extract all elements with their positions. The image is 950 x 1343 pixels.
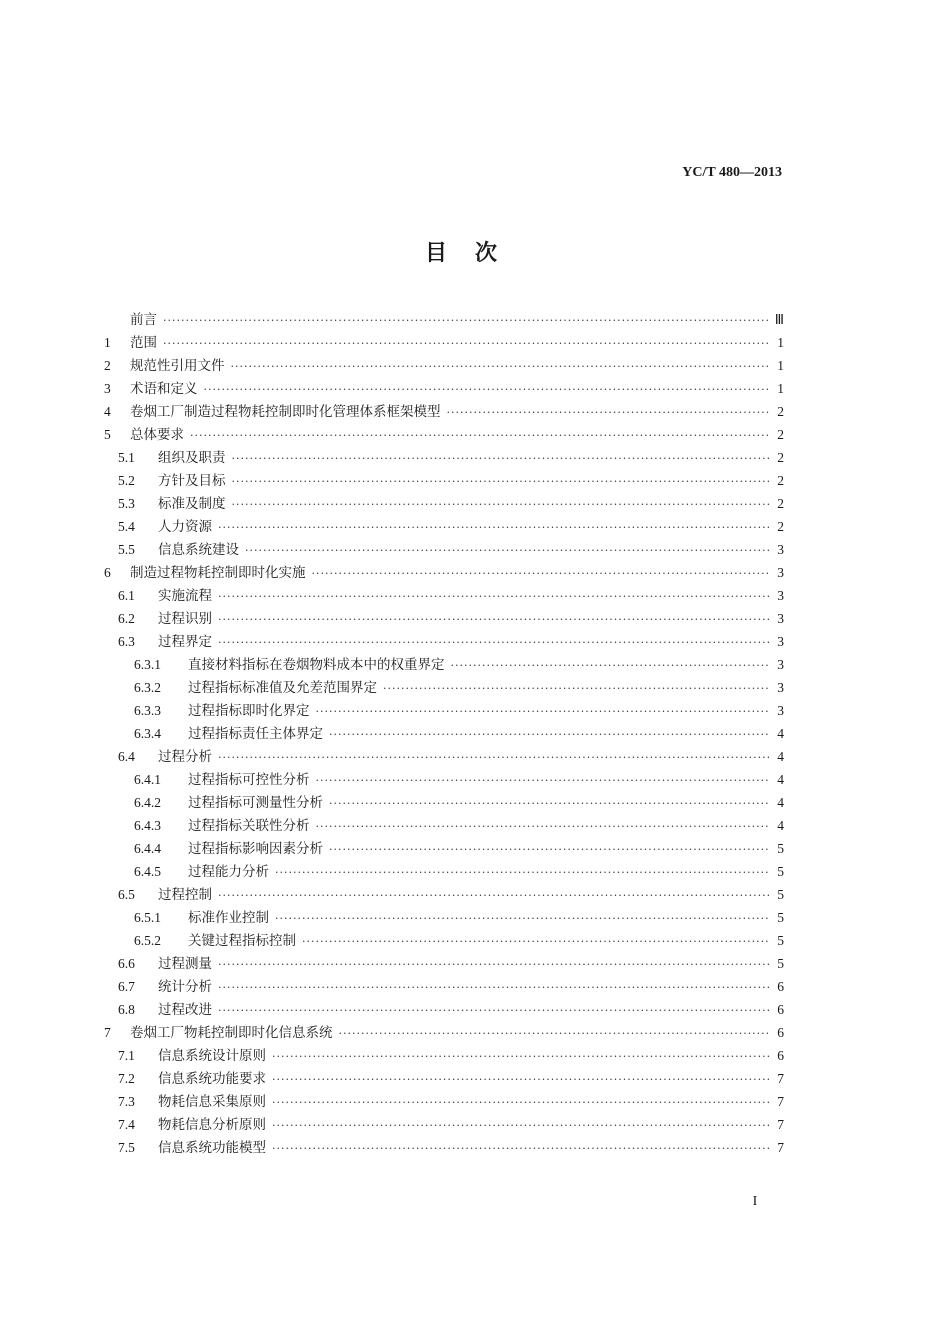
toc-entry-page: 4 bbox=[777, 772, 784, 787]
toc-entry[interactable] bbox=[104, 1136, 784, 1159]
toc-entry-page: 2 bbox=[777, 427, 784, 442]
toc-entry[interactable] bbox=[104, 584, 784, 607]
toc-entry-title: 方针及目标 bbox=[158, 473, 226, 489]
toc-entry[interactable] bbox=[104, 423, 784, 446]
toc-entry-number: 6.1 bbox=[118, 588, 135, 603]
leader-dots bbox=[272, 1050, 770, 1063]
toc-entry-number: 6.5.2 bbox=[134, 933, 161, 948]
toc-entry-title: 组织及职责 bbox=[158, 450, 226, 466]
toc-entry[interactable] bbox=[104, 331, 784, 354]
leader-dots bbox=[329, 728, 770, 741]
leader-dots bbox=[316, 705, 771, 718]
toc-entry-title: 过程界定 bbox=[158, 634, 212, 650]
toc-entry-number: 7.2 bbox=[118, 1071, 135, 1086]
leader-dots bbox=[218, 889, 770, 902]
toc-entry[interactable] bbox=[104, 860, 784, 883]
toc-entry-number: 5 bbox=[104, 427, 111, 442]
leader-dots bbox=[218, 958, 770, 971]
leader-dots bbox=[218, 613, 770, 626]
toc-entry-page: 6 bbox=[777, 1002, 784, 1017]
toc-entry-title: 实施流程 bbox=[158, 588, 212, 604]
toc-entry-number: 5.5 bbox=[118, 542, 135, 557]
leader-dots bbox=[316, 820, 771, 833]
toc-entry-page: 7 bbox=[777, 1094, 784, 1109]
leader-dots bbox=[316, 774, 771, 787]
leader-dots bbox=[329, 797, 770, 810]
toc-entry-title: 前言 bbox=[130, 312, 157, 328]
toc-entry-page: 7 bbox=[777, 1071, 784, 1086]
toc-entry[interactable] bbox=[104, 446, 784, 469]
toc-entry-number: 5.1 bbox=[118, 450, 135, 465]
toc-entry-page: 3 bbox=[777, 703, 784, 718]
toc-entry-number: 6.4.1 bbox=[134, 772, 161, 787]
toc-entry[interactable] bbox=[104, 883, 784, 906]
toc-entry-title: 关键过程指标控制 bbox=[188, 933, 296, 949]
toc-entry-page: 2 bbox=[777, 404, 784, 419]
leader-dots bbox=[329, 843, 770, 856]
leader-dots bbox=[218, 751, 770, 764]
toc-entry-number: 6.3.2 bbox=[134, 680, 161, 695]
toc-entry-title: 过程指标可控性分析 bbox=[188, 772, 310, 788]
toc-entry-page: 5 bbox=[777, 887, 784, 902]
toc-entry-number: 7.5 bbox=[118, 1140, 135, 1155]
toc-entry-number: 3 bbox=[104, 381, 111, 396]
toc-entry-title: 统计分析 bbox=[158, 979, 212, 995]
toc-entry-title: 人力资源 bbox=[158, 519, 212, 535]
toc-entry-number: 6.5 bbox=[118, 887, 135, 902]
toc-entry-title: 过程控制 bbox=[158, 887, 212, 903]
toc-entry-page: 3 bbox=[777, 611, 784, 626]
toc-entry-number: 6.3.1 bbox=[134, 657, 161, 672]
toc-entry-page: 3 bbox=[777, 680, 784, 695]
toc-entry-title: 过程能力分析 bbox=[188, 864, 269, 880]
leader-dots bbox=[272, 1142, 770, 1155]
toc-entry[interactable] bbox=[104, 998, 784, 1021]
leader-dots bbox=[218, 521, 770, 534]
leader-dots bbox=[245, 544, 770, 557]
toc-entry-page: 6 bbox=[777, 979, 784, 994]
leader-dots bbox=[272, 1119, 770, 1132]
toc-entry-title: 信息系统建设 bbox=[158, 542, 239, 558]
toc-entry-title: 过程指标责任主体界定 bbox=[188, 726, 323, 742]
toc-entry-page: 6 bbox=[777, 1025, 784, 1040]
toc-entry-number: 7 bbox=[104, 1025, 111, 1040]
toc-entry-number: 6.4.4 bbox=[134, 841, 161, 856]
toc-entry-page: 7 bbox=[777, 1117, 784, 1132]
leader-dots bbox=[275, 866, 770, 879]
toc-entry[interactable] bbox=[104, 906, 784, 929]
toc-entry-number: 6.3 bbox=[118, 634, 135, 649]
toc-entry-title: 规范性引用文件 bbox=[130, 358, 225, 374]
toc-entry-title: 过程指标影响因素分析 bbox=[188, 841, 323, 857]
toc-entry-number: 6.8 bbox=[118, 1002, 135, 1017]
toc-entry-title: 物耗信息分析原则 bbox=[158, 1117, 266, 1133]
toc-entry-title: 过程指标标准值及允差范围界定 bbox=[188, 680, 377, 696]
toc-entry-number: 6.3.4 bbox=[134, 726, 161, 741]
toc-entry-number: 6.7 bbox=[118, 979, 135, 994]
standard-code: YC/T 480—2013 bbox=[682, 165, 782, 180]
toc-entry-title: 卷烟工厂物耗控制即时化信息系统 bbox=[130, 1025, 333, 1041]
leader-dots bbox=[190, 429, 770, 442]
leader-dots bbox=[272, 1073, 770, 1086]
toc-entry[interactable] bbox=[104, 952, 784, 975]
leader-dots bbox=[163, 337, 770, 350]
toc-entry[interactable] bbox=[104, 377, 784, 400]
toc-entry-number: 5.2 bbox=[118, 473, 135, 488]
toc-entry[interactable] bbox=[104, 929, 784, 952]
toc-entry-title: 物耗信息采集原则 bbox=[158, 1094, 266, 1110]
toc-entry-title: 制造过程物耗控制即时化实施 bbox=[130, 565, 306, 581]
toc-entry-title: 术语和定义 bbox=[130, 381, 198, 397]
toc-entry-title: 直接材料指标在卷烟物料成本中的权重界定 bbox=[188, 657, 445, 673]
leader-dots bbox=[204, 383, 771, 396]
toc-entry-page: 4 bbox=[777, 749, 784, 764]
toc-entry-title: 过程测量 bbox=[158, 956, 212, 972]
toc-entry[interactable] bbox=[104, 745, 784, 768]
toc-entry-page: 3 bbox=[777, 634, 784, 649]
toc-entry-title: 过程识别 bbox=[158, 611, 212, 627]
toc-entry-page: 3 bbox=[777, 657, 784, 672]
toc-entry-page: 3 bbox=[777, 565, 784, 580]
toc-entry[interactable] bbox=[104, 515, 784, 538]
toc-entry-number: 7.3 bbox=[118, 1094, 135, 1109]
toc-entry[interactable] bbox=[104, 1044, 784, 1067]
toc-entry-number: 1 bbox=[104, 335, 111, 350]
toc-entry-page: 1 bbox=[777, 381, 784, 396]
toc-entry-page: 5 bbox=[777, 956, 784, 971]
toc-entry-page: Ⅲ bbox=[774, 312, 784, 327]
toc-entry[interactable] bbox=[104, 354, 784, 377]
toc-entry-title: 标准作业控制 bbox=[188, 910, 269, 926]
toc-entry[interactable] bbox=[104, 768, 784, 791]
toc-entry[interactable] bbox=[104, 975, 784, 998]
leader-dots bbox=[231, 360, 771, 373]
table-of-contents bbox=[104, 308, 784, 1159]
leader-dots bbox=[383, 682, 770, 695]
leader-dots bbox=[218, 636, 770, 649]
toc-entry-number: 6.4.2 bbox=[134, 795, 161, 810]
leader-dots bbox=[451, 659, 771, 672]
toc-entry[interactable] bbox=[104, 653, 784, 676]
toc-entry-number: 6.5.1 bbox=[134, 910, 161, 925]
toc-entry-number: 6.6 bbox=[118, 956, 135, 971]
toc-entry-page: 4 bbox=[777, 726, 784, 741]
toc-entry[interactable] bbox=[104, 1090, 784, 1113]
toc-entry[interactable] bbox=[104, 722, 784, 745]
toc-entry[interactable] bbox=[104, 791, 784, 814]
toc-entry-page: 6 bbox=[777, 1048, 784, 1063]
toc-entry-title: 范围 bbox=[130, 335, 157, 351]
toc-entry[interactable] bbox=[104, 1113, 784, 1136]
leader-dots bbox=[312, 567, 771, 580]
leader-dots bbox=[163, 314, 770, 327]
toc-entry-title: 总体要求 bbox=[130, 427, 184, 443]
toc-entry[interactable] bbox=[104, 607, 784, 630]
toc-entry-number: 7.4 bbox=[118, 1117, 135, 1132]
toc-entry[interactable] bbox=[104, 469, 784, 492]
leader-dots bbox=[218, 1004, 770, 1017]
leader-dots bbox=[218, 590, 770, 603]
toc-entry-page: 5 bbox=[777, 841, 784, 856]
toc-entry-title: 标准及制度 bbox=[158, 496, 226, 512]
toc-entry[interactable] bbox=[104, 538, 784, 561]
toc-entry-page: 5 bbox=[777, 864, 784, 879]
toc-entry-page: 5 bbox=[777, 933, 784, 948]
toc-entry-number: 6.2 bbox=[118, 611, 135, 626]
leader-dots bbox=[232, 452, 771, 465]
toc-entry-title: 过程指标关联性分析 bbox=[188, 818, 310, 834]
page-number: I bbox=[752, 1194, 758, 1209]
toc-entry-title: 过程指标可测量性分析 bbox=[188, 795, 323, 811]
toc-entry[interactable] bbox=[104, 676, 784, 699]
toc-entry-title: 信息系统功能要求 bbox=[158, 1071, 266, 1087]
leader-dots bbox=[232, 498, 771, 511]
toc-entry[interactable] bbox=[104, 561, 784, 584]
toc-entry-number: 6.4.3 bbox=[134, 818, 161, 833]
toc-entry-number: 5.4 bbox=[118, 519, 135, 534]
toc-entry-page: 4 bbox=[777, 818, 784, 833]
toc-entry-number: 4 bbox=[104, 404, 111, 419]
toc-entry-title: 卷烟工厂制造过程物耗控制即时化管理体系框架模型 bbox=[130, 404, 441, 420]
toc-entry[interactable] bbox=[104, 1067, 784, 1090]
toc-entry[interactable] bbox=[104, 837, 784, 860]
toc-entry-number: 6.4.5 bbox=[134, 864, 161, 879]
toc-entry-page: 1 bbox=[777, 358, 784, 373]
toc-entry-number: 7.1 bbox=[118, 1048, 135, 1063]
toc-entry-page: 4 bbox=[777, 795, 784, 810]
toc-entry[interactable] bbox=[104, 400, 784, 423]
toc-entry-page: 2 bbox=[777, 450, 784, 465]
toc-entry[interactable] bbox=[104, 699, 784, 722]
toc-entry-title: 过程分析 bbox=[158, 749, 212, 765]
toc-entry-page: 2 bbox=[777, 473, 784, 488]
toc-entry-page: 5 bbox=[777, 910, 784, 925]
page-title: 目次 bbox=[424, 241, 525, 266]
toc-entry-page: 3 bbox=[777, 588, 784, 603]
toc-entry-title: 信息系统设计原则 bbox=[158, 1048, 266, 1064]
toc-entry-number: 2 bbox=[104, 358, 111, 373]
leader-dots bbox=[275, 912, 770, 925]
leader-dots bbox=[218, 981, 770, 994]
toc-entry[interactable] bbox=[104, 308, 784, 331]
leader-dots bbox=[232, 475, 771, 488]
toc-entry-page: 2 bbox=[777, 519, 784, 534]
toc-entry-number: 6.4 bbox=[118, 749, 135, 764]
leader-dots bbox=[272, 1096, 770, 1109]
toc-entry[interactable] bbox=[104, 630, 784, 653]
toc-entry-page: 1 bbox=[777, 335, 784, 350]
toc-entry-title: 信息系统功能模型 bbox=[158, 1140, 266, 1156]
toc-entry[interactable] bbox=[104, 814, 784, 837]
leader-dots bbox=[339, 1027, 771, 1040]
toc-entry[interactable] bbox=[104, 492, 784, 515]
toc-entry-page: 3 bbox=[777, 542, 784, 557]
leader-dots bbox=[302, 935, 770, 948]
toc-entry-page: 7 bbox=[777, 1140, 784, 1155]
leader-dots bbox=[447, 406, 771, 419]
toc-entry-title: 过程改进 bbox=[158, 1002, 212, 1018]
toc-entry-page: 2 bbox=[777, 496, 784, 511]
toc-entry-number: 5.3 bbox=[118, 496, 135, 511]
toc-entry-title: 过程指标即时化界定 bbox=[188, 703, 310, 719]
toc-entry-number: 6 bbox=[104, 565, 111, 580]
toc-entry[interactable] bbox=[104, 1021, 784, 1044]
toc-entry-number: 6.3.3 bbox=[134, 703, 161, 718]
